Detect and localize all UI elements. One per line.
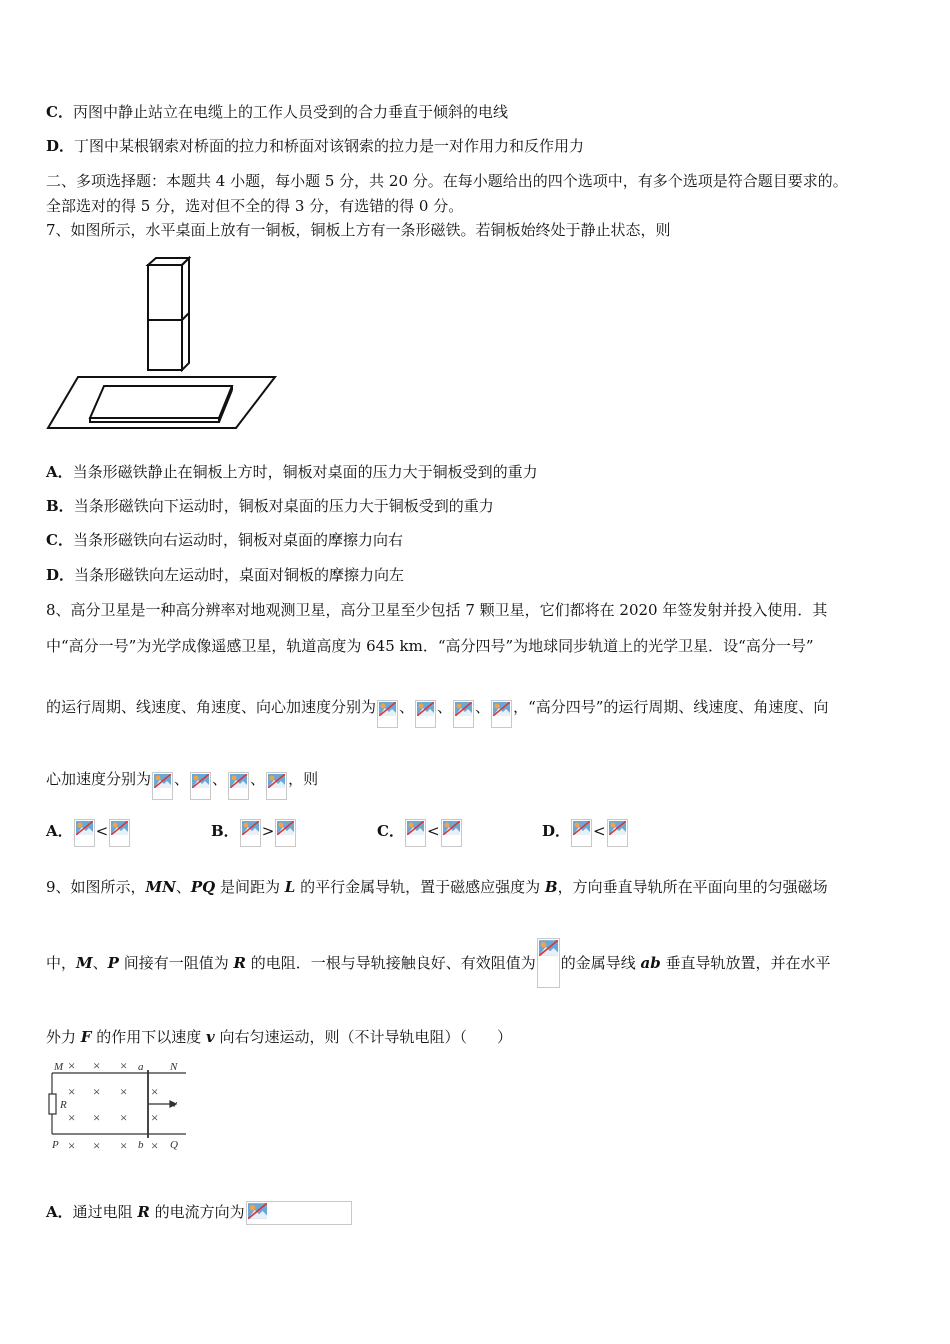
question-9-line-1: 9、如图所示，MN、PQ 是间距为 L 的平行金属导轨，置于磁感应强度为 B，方向垂直导轨所在平面向里的匀强磁场 <box>46 878 828 896</box>
field-cross: × <box>68 1084 76 1099</box>
question-9-line-3: 外力 F 的作用下以速度 v 向右匀速运动，则（不计导轨电阻）（ ） <box>46 1028 512 1046</box>
section-2-heading: 二、多项选择题：本题共 4 小题，每小题 5 分，共 20 分。在每小题给出的四个选项中，有多个选项是符合题目要求的。 <box>46 172 848 190</box>
image-placeholder-icon <box>228 772 249 800</box>
option-7c: C．当条形磁铁向右运动时，铜板对桌面的摩擦力向右 <box>46 531 403 549</box>
option-8c: C． < <box>377 815 463 847</box>
field-cross: × <box>151 1138 159 1152</box>
image-placeholder-icon <box>74 819 95 847</box>
field-cross: × <box>68 1058 76 1073</box>
field-cross: × <box>151 1110 159 1125</box>
image-placeholder-icon <box>491 700 512 728</box>
section-2-heading-cont: 全部选对的得 5 分，选对但不全的得 3 分，有选错的得 0 分。 <box>46 197 464 215</box>
option-6c: C．丙图中静止站立在电缆上的工作人员受到的合力垂直于倾斜的电线 <box>46 103 508 121</box>
label-P: P <box>52 1139 59 1151</box>
label-N: N <box>170 1061 178 1073</box>
image-placeholder-icon <box>377 700 398 728</box>
image-placeholder-icon <box>275 819 296 847</box>
label-R: R <box>60 1099 67 1111</box>
question-8-line-2: 中“高分一号”为光学成像遥感卫星，轨道高度为 645 km．“高分四号”为地球同步轨道上的光学卫星．设“高分一号” <box>46 637 814 655</box>
image-placeholder-icon <box>266 772 287 800</box>
image-placeholder-icon <box>240 819 261 847</box>
field-cross: × <box>120 1138 128 1152</box>
option-6d: D．丁图中某根钢索对桥面的拉力和桥面对该钢索的拉力是一对作用力和反作用力 <box>46 137 585 155</box>
option-7a: A．当条形磁铁静止在铜板上方时，铜板对桌面的压力大于铜板受到的重力 <box>46 463 538 481</box>
rail-circuit-figure <box>48 1056 188 1152</box>
image-placeholder-icon <box>453 700 474 728</box>
option-7b: B．当条形磁铁向下运动时，铜板对桌面的压力大于铜板受到的重力 <box>46 497 494 515</box>
field-cross: × <box>93 1138 101 1152</box>
question-8-line-4: 心加速度分别为 、 、 、 ，则 <box>46 758 318 800</box>
label-b: b <box>138 1139 144 1151</box>
image-placeholder-icon <box>152 772 173 800</box>
image-placeholder-icon <box>441 819 462 847</box>
question-7-stem: 7、如图所示，水平桌面上放有一铜板，铜板上方有一条形磁铁。若铜板始终处于静止状态，则 <box>46 221 671 239</box>
option-8d: D． < <box>542 815 629 847</box>
label-a: a <box>138 1061 144 1073</box>
field-cross: × <box>120 1058 128 1073</box>
image-placeholder-icon <box>571 819 592 847</box>
option-8a: A． < <box>46 815 131 847</box>
label-M: M <box>54 1061 64 1073</box>
field-cross: × <box>120 1084 128 1099</box>
image-placeholder-icon <box>246 1201 352 1225</box>
label-Q: Q <box>170 1139 178 1151</box>
field-cross: × <box>151 1084 159 1099</box>
field-cross: × <box>120 1110 128 1125</box>
image-placeholder-icon <box>415 700 436 728</box>
option-9a: A．通过电阻 R 的电流方向为 <box>46 1192 353 1232</box>
option-8b: B． > <box>211 815 297 847</box>
field-cross: × <box>93 1110 101 1125</box>
option-7d: D．当条形磁铁向左运动时，桌面对铜板的摩擦力向左 <box>46 566 405 584</box>
image-placeholder-icon <box>190 772 211 800</box>
image-placeholder-icon <box>109 819 130 847</box>
field-cross: × <box>68 1110 76 1125</box>
label-v: v <box>172 1098 177 1110</box>
magnet-copper-figure <box>46 255 278 431</box>
question-8-line-3: 的运行周期、线速度、角速度、向心加速度分别为 、 、 、 ，“高分四号”的运行周期、线速度、角速度、向 <box>46 686 828 728</box>
question-8-line-1: 8、高分卫星是一种高分辨率对地观测卫星，高分卫星至少包括 7 颗卫星，它们都将在 2020 年签发射并投入使用．其 <box>46 601 828 619</box>
field-cross: × <box>68 1138 76 1152</box>
image-placeholder-icon <box>405 819 426 847</box>
question-9-line-2: 中，M、P 间接有一阻值为 R 的电阻．一根与导轨接触良好、有效阻值为 的金属导线 ab 垂直导轨放置，并在水平 <box>46 938 831 988</box>
field-cross: × <box>93 1084 101 1099</box>
image-placeholder-icon <box>537 938 560 988</box>
image-placeholder-icon <box>607 819 628 847</box>
field-cross: × <box>93 1058 101 1073</box>
